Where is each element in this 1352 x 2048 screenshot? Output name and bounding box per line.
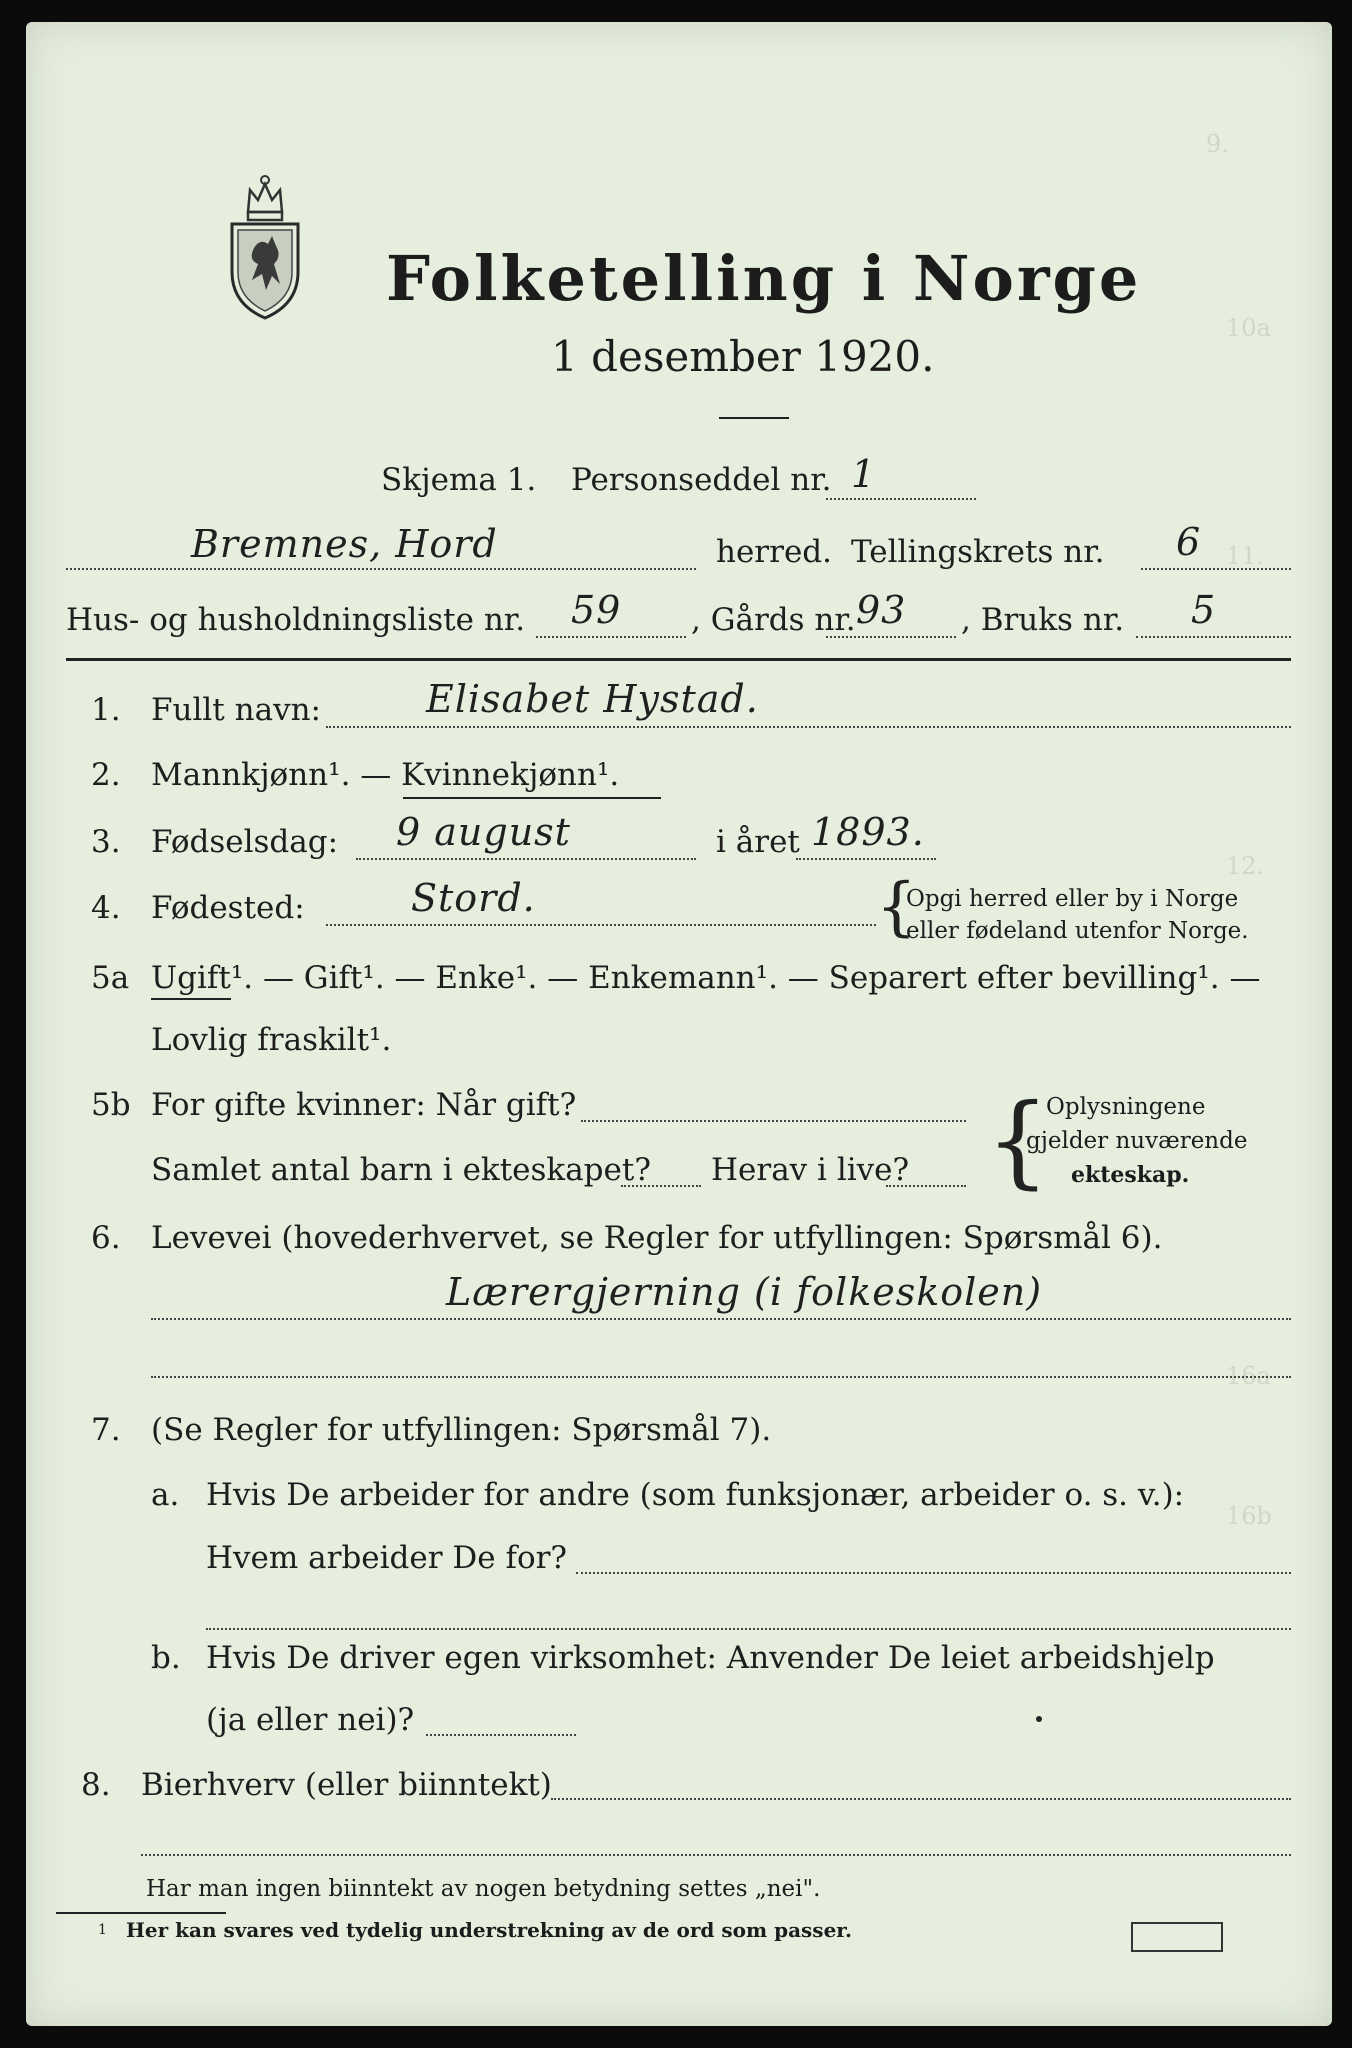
q2-gender-options[interactable]: Mannkjønn¹. — Kvinnekjønn¹. [151,757,620,793]
q5b-alive-label: Herav i live? [711,1152,910,1188]
q7b-answer-field[interactable] [426,1734,576,1736]
title-divider [719,417,789,419]
ugift-underline [151,998,231,1000]
q7b-yes-no-label: (ja eller nei)? [206,1702,415,1738]
form-title: Folketelling i Norge [386,242,1142,315]
q5b-children-label: Samlet antal barn i ekteskapet? [151,1152,651,1188]
gards-value[interactable]: 93 [856,588,907,632]
q8-field[interactable] [551,1798,1291,1800]
q5b-brace: { [986,1082,1050,1199]
q7b-text: Hvis De driver egen virksomhet: Anvender De leiet arbeidshjelp [206,1640,1215,1676]
personseddel-label: Personseddel nr. [571,462,832,498]
q7a-number: a. [151,1477,180,1513]
q6-number: 6. [91,1220,121,1256]
coat-of-arms-icon [226,172,304,322]
ink-dot [1036,1716,1042,1722]
q6-occupation-value[interactable]: Lærergjerning (i folkeskolen) [446,1270,1043,1314]
q3-year-label: i året [716,824,800,860]
q3-birthday-value[interactable]: 9 august [396,810,571,854]
personseddel-value[interactable]: 1 [851,452,877,496]
census-form: 9. 10a 11. 12. 16a 16b Folketelling i Norge 1 desember 1920. Skjema 1. Personseddel nr. 1 Bremnes, Hord herred. Tellingskrets nr. 6 Hus- og husholdningsliste nr. 59 , Gårds nr. 93 , Bruks nr. 5 1. Fullt navn: Elisabet Hystad. 2. Mannkjønn¹. — Kvinnekjønn¹. 3. Fødselsdag: 9 august i året 1893. 4. Fødested: Stord. { Opgi herred eller by i Norge eller fødeland utenfor Norge. 5a Ugift¹. — Gift¹. — Enke¹. — Enkemann¹. — Separert efter bevilling¹. — Lovlig fraskilt¹. 5b For gifte kvinner: Når gift? Samlet antal barn i ekteskapet? Herav i live? { Oplysningene gjelder nuværende ekteskap. 6. Levevei (hovederhvervet, se Regler for utfyllingen: Spørsmål 6). Lærergjerning (i folkeskolen) 7. (Se Regler for utfyllingen: Spørsmål 7). a. Hvis De arbeider for andre (som funksjonær, arbeider o. s. v.): Hvem arbeider De for? b. Hvis De driver egen virksomhet: Anvender De leiet arbeidshjelp (ja eller nei)? 8. Bierhverv (eller biinntekt) Har man ingen biinntekt av nogen betydning settes „nei". 1 Her kan svares ved tydelig understrekning av de ord som passer. [26,22,1332,2026]
bruks-label: , Bruks nr. [961,602,1125,638]
tellingskrets-value[interactable]: 6 [1176,520,1202,564]
q4-birthplace-value[interactable]: Stord. [411,876,536,920]
q4-brace: { [876,870,917,944]
q7a-text: Hvis De arbeider for andre (som funksjonær, arbeider o. s. v.): [206,1477,1185,1513]
herred-value[interactable]: Bremnes, Hord [191,522,498,566]
kvinnekjonn-underline [403,797,661,799]
q4-note-2: eller fødeland utenfor Norge. [906,918,1249,944]
footnote-text: Her kan svares ved tydelig understrekning av de ord som passer. [126,1918,852,1942]
herred-label: herred. [716,534,832,570]
footnote-mark: 1 [98,1922,107,1938]
printer-stamp [1131,1922,1223,1952]
q6-label: Levevei (hovederhvervet, se Regler for utfyllingen: Spørsmål 6). [151,1220,1163,1256]
hus-value[interactable]: 59 [571,588,622,632]
q1-label: Fullt navn: [151,692,321,728]
footnote-divider [56,1912,226,1914]
gards-label: , Gårds nr. [691,602,856,638]
skjema-label: Skjema 1. [381,462,537,498]
tellingskrets-label: Tellingskrets nr. [851,534,1105,570]
q7-number: 7. [91,1412,121,1448]
q8-note: Har man ingen biinntekt av nogen betydning settes „nei". [146,1876,821,1902]
q3-year-value[interactable]: 1893. [811,810,925,854]
q5a-number: 5a [91,960,130,996]
q4-label: Fødested: [151,890,305,926]
q5b-number: 5b [91,1087,131,1123]
q5a-options-line-2[interactable]: Lovlig fraskilt¹. [151,1022,392,1058]
q7b-number: b. [151,1640,181,1676]
census-date: 1 desember 1920. [551,332,935,381]
q5b-note-1: Oplysningene [1046,1094,1206,1120]
bruks-value[interactable]: 5 [1191,588,1217,632]
q1-number: 1. [91,692,121,728]
q3-number: 3. [91,824,121,860]
q5a-civil-status-options[interactable]: Ugift¹. — Gift¹. — Enke¹. — Enkemann¹. — Separert efter bevilling¹. — [151,960,1261,996]
q7a-employer-field[interactable] [576,1572,1291,1574]
q8-number: 8. [81,1767,111,1803]
q7a-employer-label: Hvem arbeider De for? [206,1540,568,1576]
q4-note-1: Opgi herred eller by i Norge [906,886,1239,912]
q1-fullname-value[interactable]: Elisabet Hystad. [426,677,759,721]
q5b-note-3: ekteskap. [1071,1162,1190,1188]
header-divider [66,658,1291,661]
q4-number: 4. [91,890,121,926]
q3-label: Fødselsdag: [151,824,339,860]
q5b-note-2: gjelder nuværende [1026,1128,1248,1154]
q7-label: (Se Regler for utfyllingen: Spørsmål 7). [151,1412,772,1448]
q8-label: Bierhverv (eller biinntekt) [141,1767,552,1803]
hus-label: Hus- og husholdningsliste nr. [66,602,526,638]
q2-number: 2. [91,757,121,793]
q5b-married-when-label: For gifte kvinner: Når gift? [151,1087,577,1123]
